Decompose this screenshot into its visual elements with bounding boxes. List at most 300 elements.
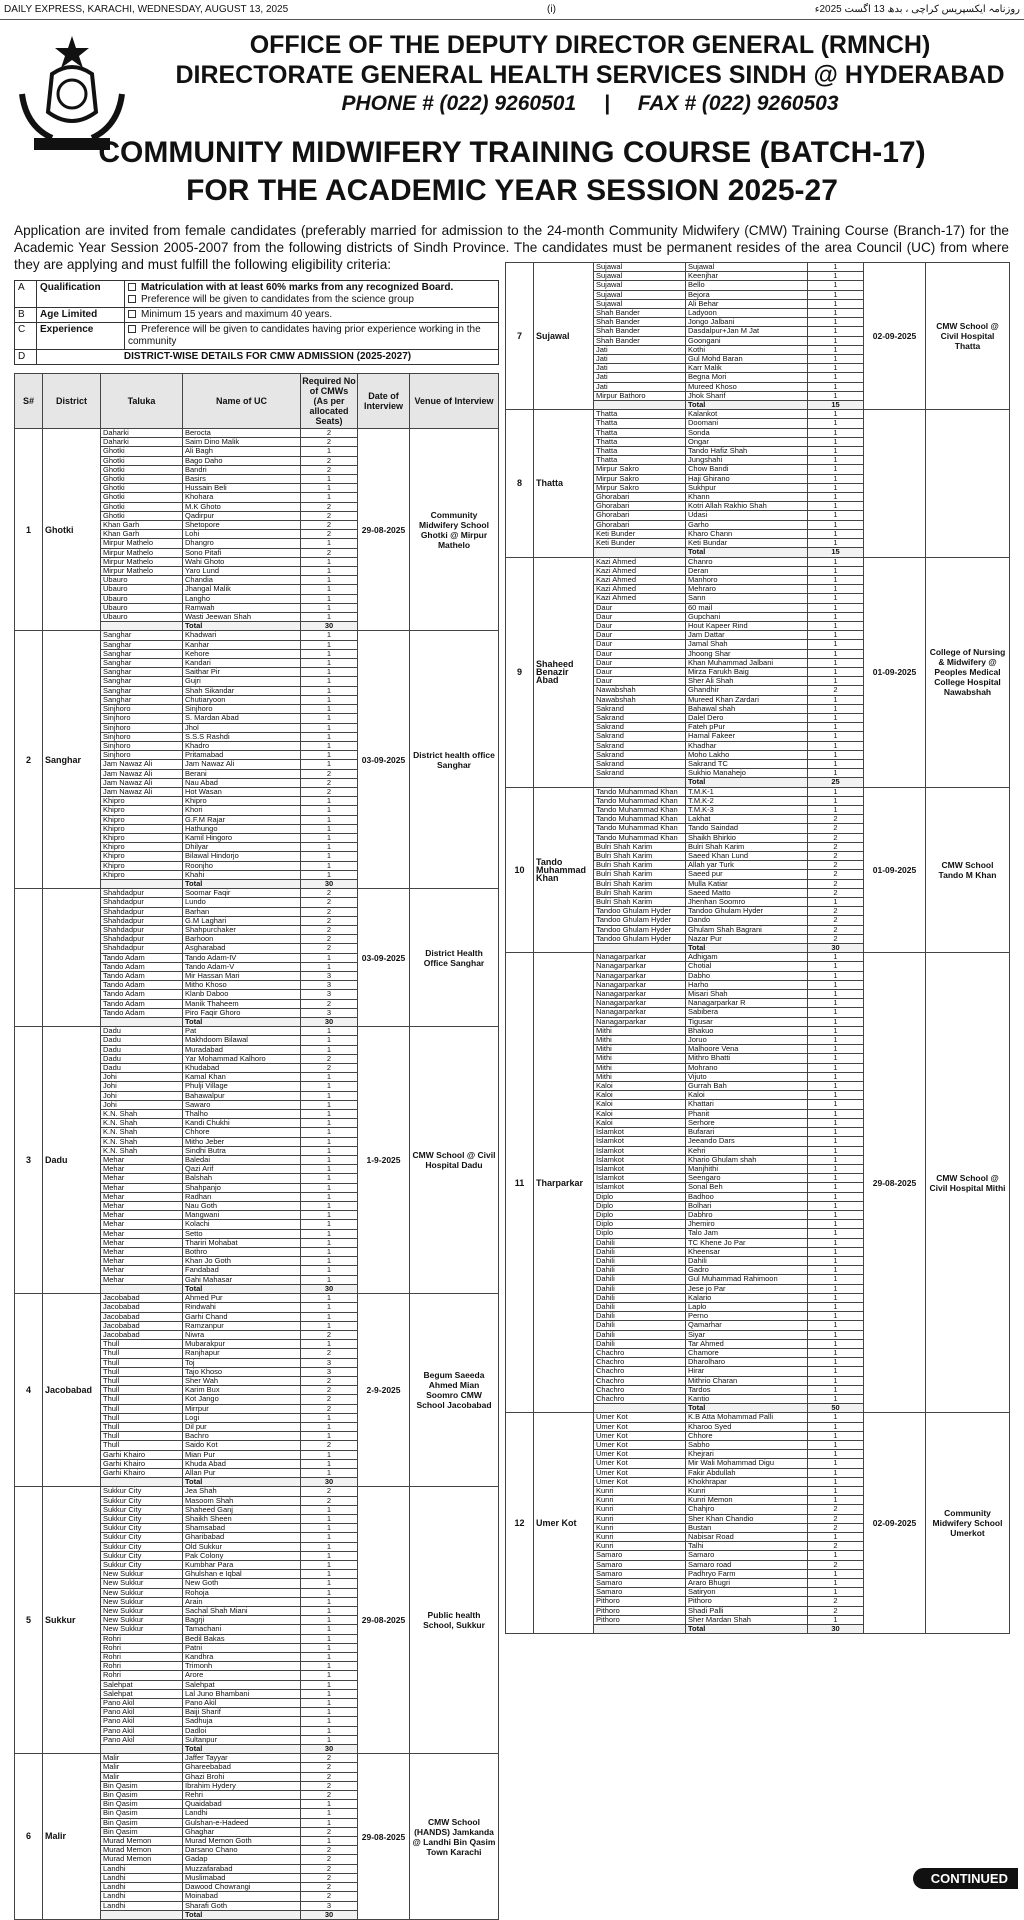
seats-cell: 1	[301, 1073, 358, 1082]
seats-cell: 2	[808, 1505, 864, 1514]
seats-cell: 1	[301, 705, 358, 714]
taluka-cell: Islamkot	[594, 1146, 686, 1155]
total-value: 15	[808, 548, 864, 557]
uc-cell: Kamal Khan	[183, 1073, 301, 1082]
taluka-cell: Dahili	[594, 1275, 686, 1284]
col-venue: Venue of Interview	[410, 374, 499, 429]
seats-cell: 1	[808, 1054, 864, 1063]
seats-cell: 1	[301, 631, 358, 640]
interview-venue: District health office Sanghar	[410, 631, 499, 889]
taluka-cell: Mirpur Mathelo	[101, 548, 183, 557]
seats-cell: 1	[301, 1229, 358, 1238]
taluka-cell: Murad Memon	[101, 1837, 183, 1846]
seats-cell: 1	[808, 281, 864, 290]
uc-cell: Chahjro	[686, 1505, 808, 1514]
seats-cell: 1	[301, 1238, 358, 1247]
uc-cell: Khejrari	[686, 1450, 808, 1459]
taluka-cell: Islamkot	[594, 1155, 686, 1164]
uc-cell: Kandhra	[183, 1653, 301, 1662]
seats-cell: 1	[301, 1202, 358, 1211]
uc-cell: Ali Bagh	[183, 447, 301, 456]
taluka-cell: Khipro	[101, 824, 183, 833]
seats-cell: 2	[301, 1376, 358, 1385]
seats-cell: 1	[808, 309, 864, 318]
taluka-cell: Ubauro	[101, 576, 183, 585]
uc-cell: Ghazi Brohi	[183, 1772, 301, 1781]
taluka-cell: Thull	[101, 1349, 183, 1358]
uc-cell: Mitho Khoso	[183, 981, 301, 990]
seats-cell: 2	[808, 1542, 864, 1551]
eligibility-name-b: Age Limited	[37, 308, 125, 323]
uc-cell: Sukhio Manahejo	[686, 769, 808, 778]
uc-cell: Mohrano	[686, 1063, 808, 1072]
uc-cell: Kalankot	[686, 410, 808, 419]
total-spacer	[594, 548, 686, 557]
seats-cell: 1	[301, 1082, 358, 1091]
uc-cell: Shaikh Sheen	[183, 1514, 301, 1523]
uc-cell: Tar Ahmed	[686, 1339, 808, 1348]
seats-cell: 2	[301, 1855, 358, 1864]
seats-cell: 2	[301, 1873, 358, 1882]
taluka-cell: Garhi Khairo	[101, 1459, 183, 1468]
uc-cell: Gharibabad	[183, 1533, 301, 1542]
uc-cell: Asgharabad	[183, 944, 301, 953]
seats-cell: 1	[301, 1579, 358, 1588]
seats-cell: 3	[301, 1358, 358, 1367]
uc-cell: Gul Mohd Baran	[686, 355, 808, 364]
taluka-cell: Mithi	[594, 1026, 686, 1035]
uc-cell: Bustan	[686, 1523, 808, 1532]
intro-paragraph: Application are invited from female candidates (preferably married for admission to the 24-month Community Midwifery (CMW) Training Course (Branch-17) for the Academic Year Session 2005-2007 from the following districts of Sindh Province. The candidates must be permanent resides of the area Council (UC) from where they are applying and must fulfill the following eligibility criteria:	[14, 223, 1009, 272]
uc-cell: Nanagarparkar R	[686, 999, 808, 1008]
taluka-cell: Thatta	[594, 456, 686, 465]
interview-date: 03-09-2025	[358, 631, 410, 889]
seats-cell: 1	[808, 612, 864, 621]
seats-cell: 2	[301, 778, 358, 787]
uc-cell: Bhakuo	[686, 1026, 808, 1035]
seats-cell: 1	[301, 686, 358, 695]
taluka-cell: New Sukkur	[101, 1597, 183, 1606]
seats-cell: 1	[301, 1100, 358, 1109]
interview-date: 29-08-2025	[864, 953, 926, 1413]
seats-cell: 1	[808, 1422, 864, 1431]
uc-cell: Balshah	[183, 1174, 301, 1183]
interview-date: 02-09-2025	[864, 1413, 926, 1634]
seats-cell: 1	[301, 1248, 358, 1257]
taluka-cell: Dadu	[101, 1027, 183, 1036]
taluka-cell: Bin Qasim	[101, 1827, 183, 1836]
seats-cell: 2	[808, 925, 864, 934]
fax-number: FAX # (022) 9260503	[637, 92, 839, 115]
total-label: Total	[183, 1018, 301, 1027]
taluka-cell: Thull	[101, 1376, 183, 1385]
taluka-cell: Bulri Shah Karim	[594, 861, 686, 870]
taluka-cell: Dahili	[594, 1284, 686, 1293]
uc-cell: Misari Shah	[686, 990, 808, 999]
seats-cell: 1	[808, 456, 864, 465]
seats-cell: 2	[808, 870, 864, 879]
seats-cell: 1	[808, 1091, 864, 1100]
uc-cell: Mureed Khoso	[686, 382, 808, 391]
seats-cell: 1	[301, 1699, 358, 1708]
uc-cell: Jaffer Tayyar	[183, 1754, 301, 1763]
taluka-cell: Khipro	[101, 861, 183, 870]
district-details-heading: DISTRICT-WISE DETAILS FOR CMW ADMISSION (2025-2027)	[37, 350, 499, 365]
taluka-cell: Sukkur City	[101, 1496, 183, 1505]
taluka-cell: Pano Akil	[101, 1735, 183, 1744]
uc-cell: Udasi	[686, 511, 808, 520]
seats-cell: 2	[301, 548, 358, 557]
uc-cell: Khuda Abad	[183, 1459, 301, 1468]
seats-cell: 2	[808, 815, 864, 824]
taluka-cell: Tando Adam	[101, 1008, 183, 1017]
seats-cell: 1	[301, 1551, 358, 1560]
uc-cell: Ghulam Shah Bagrani	[686, 925, 808, 934]
seats-cell: 1	[301, 1524, 358, 1533]
uc-cell: Tando Hafiz Shah	[686, 447, 808, 456]
taluka-cell: Sukkur City	[101, 1487, 183, 1496]
seats-cell: 2	[301, 769, 358, 778]
taluka-cell: Pano Akil	[101, 1708, 183, 1717]
uc-cell: Hathungo	[183, 824, 301, 833]
uc-cell: Jam Nawaz Ali	[183, 760, 301, 769]
uc-cell: Pano Akil	[183, 1699, 301, 1708]
seats-cell: 1	[808, 971, 864, 980]
taluka-cell: Jam Nawaz Ali	[101, 760, 183, 769]
seats-cell: 2	[301, 1404, 358, 1413]
taluka-cell: Jacobabad	[101, 1312, 183, 1321]
seats-cell: 1	[808, 336, 864, 345]
taluka-cell: Jacobabad	[101, 1321, 183, 1330]
seats-cell: 1	[808, 1072, 864, 1081]
seats-cell: 1	[301, 659, 358, 668]
seats-cell: 1	[808, 1431, 864, 1440]
taluka-cell: Sakrand	[594, 723, 686, 732]
seats-cell: 2	[808, 852, 864, 861]
taluka-cell: Tandoo Ghulam Hyder	[594, 934, 686, 943]
seats-cell: 2	[301, 1791, 358, 1800]
taluka-cell: Sukkur City	[101, 1551, 183, 1560]
seats-cell: 1	[808, 1348, 864, 1357]
taluka-cell: Khipro	[101, 833, 183, 842]
uc-cell: Bedil Bakas	[183, 1634, 301, 1643]
taluka-cell: Mirpur Mathelo	[101, 557, 183, 566]
taluka-cell: Nawabshah	[594, 686, 686, 695]
seats-cell: 2	[301, 502, 358, 511]
taluka-cell: Sanghar	[101, 640, 183, 649]
uc-cell: Malhoore Vena	[686, 1045, 808, 1054]
uc-cell: Trimonh	[183, 1662, 301, 1671]
taluka-cell: Umer Kot	[594, 1477, 686, 1486]
table-header-row	[15, 374, 499, 429]
uc-cell: Manik Thaheem	[183, 999, 301, 1008]
uc-cell: S.S.S Rashdi	[183, 732, 301, 741]
uc-cell: 60 mail	[686, 603, 808, 612]
seats-cell: 1	[808, 1275, 864, 1284]
taluka-cell: Chachro	[594, 1358, 686, 1367]
taluka-cell: Tando Muhammad Khan	[594, 805, 686, 814]
uc-cell: Mithro Bhatti	[686, 1054, 808, 1063]
taluka-cell: Malir	[101, 1763, 183, 1772]
taluka-cell: Mehar	[101, 1220, 183, 1229]
seats-cell: 1	[301, 1616, 358, 1625]
interview-date: 01-09-2025	[864, 557, 926, 787]
uc-cell: Khipro	[183, 797, 301, 806]
seats-cell: 1	[808, 263, 864, 272]
col-taluka: Taluka	[101, 374, 183, 429]
seats-cell: 1	[808, 1459, 864, 1468]
taluka-cell: Garhi Khairo	[101, 1468, 183, 1477]
uc-cell: Manjhithi	[686, 1164, 808, 1173]
interview-venue: CMW School (HANDS) Jamkanda @ Landhi Bin Qasim Town Karachi	[410, 1754, 499, 1920]
taluka-cell: Bin Qasim	[101, 1781, 183, 1790]
uc-cell: Nau Goth	[183, 1202, 301, 1211]
uc-cell: Sukhpur	[686, 483, 808, 492]
taluka-cell: Mehar	[101, 1165, 183, 1174]
taluka-cell: Umer Kot	[594, 1422, 686, 1431]
seats-cell: 2	[808, 1560, 864, 1569]
taluka-cell: Umer Kot	[594, 1413, 686, 1422]
taluka-cell: Thull	[101, 1340, 183, 1349]
uc-cell: Lakhat	[686, 815, 808, 824]
table-row	[506, 557, 1010, 566]
uc-cell: Chotial	[686, 962, 808, 971]
seats-cell: 2	[301, 1330, 358, 1339]
uc-cell: TC Khene Jo Par	[686, 1238, 808, 1247]
taluka-cell: Chachro	[594, 1376, 686, 1385]
seats-cell: 1	[808, 677, 864, 686]
seats-cell: 2	[301, 787, 358, 796]
total-label: Total	[686, 1404, 808, 1413]
seats-cell: 1	[301, 1597, 358, 1606]
seats-cell: 2	[808, 686, 864, 695]
table-row	[15, 889, 499, 898]
taluka-cell: Pithoro	[594, 1597, 686, 1606]
course-title-line-1: COMMUNITY MIDWIFERY TRAINING COURSE (BATCH-17)	[98, 136, 926, 169]
total-value: 30	[301, 879, 358, 888]
uc-cell: Badhoo	[686, 1192, 808, 1201]
table-row	[506, 953, 1010, 962]
uc-cell: Kamil Hingoro	[183, 833, 301, 842]
uc-cell: Kanhar	[183, 640, 301, 649]
taluka-cell: Ghotki	[101, 484, 183, 493]
seats-cell: 1	[808, 1164, 864, 1173]
eligibility-label-c: C	[15, 323, 37, 350]
taluka-cell: Mehar	[101, 1211, 183, 1220]
taluka-cell: Khipro	[101, 806, 183, 815]
seats-cell: 2	[301, 1827, 358, 1836]
uc-cell: Fakir Abdullah	[686, 1468, 808, 1477]
uc-cell: Arore	[183, 1671, 301, 1680]
taluka-cell: New Sukkur	[101, 1588, 183, 1597]
seats-cell: 1	[301, 1570, 358, 1579]
interview-venue: CMW School Tando M Khan	[926, 787, 1010, 953]
uc-cell: Muzzafarabad	[183, 1864, 301, 1873]
seats-cell: 1	[301, 1321, 358, 1330]
uc-cell: Jongo Jalbani	[686, 318, 808, 327]
seats-cell: 1	[808, 990, 864, 999]
uc-cell: Talhi	[686, 1542, 808, 1551]
district-name: Sujawal	[534, 263, 594, 410]
seats-cell: 1	[808, 1155, 864, 1164]
taluka-cell: Tando Adam	[101, 999, 183, 1008]
uc-cell: Berocta	[183, 429, 301, 438]
uc-cell: Khadro	[183, 741, 301, 750]
seats-cell: 2	[301, 898, 358, 907]
uc-cell: Dhangro	[183, 539, 301, 548]
eligibility-label-a: A	[15, 281, 37, 308]
taluka-cell: Bulri Shah Karim	[594, 888, 686, 897]
taluka-cell: Nanagarparkar	[594, 953, 686, 962]
seats-cell: 1	[301, 1680, 358, 1689]
seats-cell: 1	[301, 1726, 358, 1735]
uc-cell: Ramzanpur	[183, 1321, 301, 1330]
taluka-cell: Sujawal	[594, 290, 686, 299]
taluka-cell: Sujawal	[594, 299, 686, 308]
taluka-cell: Bulri Shah Karim	[594, 879, 686, 888]
criterion-text: Preference will be given to candidates having prior experience working in the community	[128, 324, 481, 347]
taluka-cell: Tando Adam	[101, 981, 183, 990]
taluka-cell: Kazi Ahmed	[594, 566, 686, 575]
taluka-cell: Thatta	[594, 410, 686, 419]
uc-cell: Gahi Mahasar	[183, 1275, 301, 1284]
masthead-right: روزنامہ ایکسپریس کراچی ، بدھ 13 اگست 2025ء	[814, 4, 1020, 15]
taluka-cell: Khipro	[101, 843, 183, 852]
taluka-cell: Kazi Ahmed	[594, 585, 686, 594]
seats-cell: 1	[301, 576, 358, 585]
uc-cell: Khann	[686, 493, 808, 502]
office-line-2: DIRECTORATE GENERAL HEALTH SERVICES SINDH @ HYDERABAD	[175, 61, 1005, 89]
taluka-cell: Islamkot	[594, 1183, 686, 1192]
seats-cell: 1	[808, 1293, 864, 1302]
taluka-cell: Dahili	[594, 1247, 686, 1256]
uc-cell: Dando	[686, 916, 808, 925]
table-row	[506, 410, 1010, 419]
uc-cell: Jhangal Malik	[183, 585, 301, 594]
taluka-cell: New Sukkur	[101, 1579, 183, 1588]
taluka-cell: Mehar	[101, 1156, 183, 1165]
serial-number	[15, 889, 43, 1027]
district-name: Malir	[43, 1754, 101, 1920]
taluka-cell: Mirpur Mathelo	[101, 567, 183, 576]
seats-cell: 1	[301, 1294, 358, 1303]
uc-cell: G.M Laghari	[183, 916, 301, 925]
taluka-cell: Johi	[101, 1082, 183, 1091]
taluka-cell: Ghorabari	[594, 493, 686, 502]
taluka-cell: Rohri	[101, 1634, 183, 1643]
taluka-cell: Rohri	[101, 1662, 183, 1671]
taluka-cell: Kunri	[594, 1487, 686, 1496]
seats-cell: 1	[808, 1266, 864, 1275]
seats-cell: 1	[301, 751, 358, 760]
uc-cell: Wasti Jeewan Shah	[183, 613, 301, 622]
seats-cell: 1	[808, 557, 864, 566]
seats-cell: 1	[301, 870, 358, 879]
taluka-cell: Thull	[101, 1386, 183, 1395]
uc-cell: Ghulshan e Iqbal	[183, 1570, 301, 1579]
uc-cell: Kehri	[686, 1146, 808, 1155]
uc-cell: Sonda	[686, 428, 808, 437]
seats-cell: 1	[301, 1809, 358, 1818]
taluka-cell: Daur	[594, 603, 686, 612]
taluka-cell: Salehpat	[101, 1689, 183, 1698]
seats-cell: 1	[301, 1137, 358, 1146]
seats-cell: 1	[808, 1082, 864, 1091]
seats-cell: 1	[808, 465, 864, 474]
taluka-cell: Murad Memon	[101, 1846, 183, 1855]
taluka-cell: Dahili	[594, 1302, 686, 1311]
taluka-cell: Mehar	[101, 1183, 183, 1192]
taluka-cell: Nawabshah	[594, 695, 686, 704]
seats-cell: 1	[301, 953, 358, 962]
total-label: Total	[183, 1284, 301, 1293]
seats-cell: 1	[808, 355, 864, 364]
district-name	[43, 889, 101, 1027]
total-label: Total	[183, 1745, 301, 1754]
checkbox-icon	[128, 283, 136, 291]
checkbox-icon	[128, 295, 136, 303]
seats-cell: 1	[301, 1312, 358, 1321]
seats-cell: 2	[301, 889, 358, 898]
serial-number: 8	[506, 410, 534, 557]
taluka-cell: Murad Memon	[101, 1855, 183, 1864]
uc-cell: Jhok Sharif	[686, 391, 808, 400]
uc-cell: Kunri	[686, 1487, 808, 1496]
total-spacer	[594, 1625, 686, 1634]
eligibility-label-b: B	[15, 308, 37, 323]
uc-cell: Jhenhan Soomro	[686, 898, 808, 907]
seats-cell: 1	[301, 649, 358, 658]
seats-cell: 1	[808, 640, 864, 649]
taluka-cell: Mehar	[101, 1275, 183, 1284]
taluka-cell: Landhi	[101, 1864, 183, 1873]
uc-cell: Bago Daho	[183, 456, 301, 465]
interview-venue: District Health Office Sanghar	[410, 889, 499, 1027]
serial-number: 5	[15, 1487, 43, 1754]
seats-cell: 1	[301, 1634, 358, 1643]
taluka-cell: Ghorabari	[594, 511, 686, 520]
seats-cell: 2	[301, 1487, 358, 1496]
seats-cell: 3	[301, 981, 358, 990]
course-title	[0, 134, 1024, 210]
uc-cell: Khadwari	[183, 631, 301, 640]
seats-cell: 1	[808, 1358, 864, 1367]
taluka-cell: Tandoo Ghulam Hyder	[594, 907, 686, 916]
uc-cell: Kumbhar Para	[183, 1560, 301, 1569]
seats-cell: 1	[301, 760, 358, 769]
uc-cell: Sonal Beh	[686, 1183, 808, 1192]
seats-cell: 1	[301, 1560, 358, 1569]
seats-cell: 1	[808, 493, 864, 502]
taluka-cell: Mehar	[101, 1192, 183, 1201]
seats-cell: 1	[808, 1450, 864, 1459]
seats-cell: 2	[301, 456, 358, 465]
table-row	[15, 1487, 499, 1496]
seats-cell: 1	[808, 345, 864, 354]
uc-cell: Thariri Mohabat	[183, 1238, 301, 1247]
taluka-cell: Kunri	[594, 1523, 686, 1532]
col-sno: S#	[15, 374, 43, 429]
uc-cell: Khan Jo Goth	[183, 1257, 301, 1266]
taluka-cell: Mithi	[594, 1036, 686, 1045]
uc-cell: Sujawal	[686, 263, 808, 272]
seats-cell: 2	[808, 861, 864, 870]
taluka-cell: Keti Bunder	[594, 539, 686, 548]
continued-badge: CONTINUED	[913, 1868, 1018, 1889]
taluka-cell: Landhi	[101, 1873, 183, 1882]
seats-cell: 1	[301, 806, 358, 815]
advert-header	[0, 22, 1024, 222]
